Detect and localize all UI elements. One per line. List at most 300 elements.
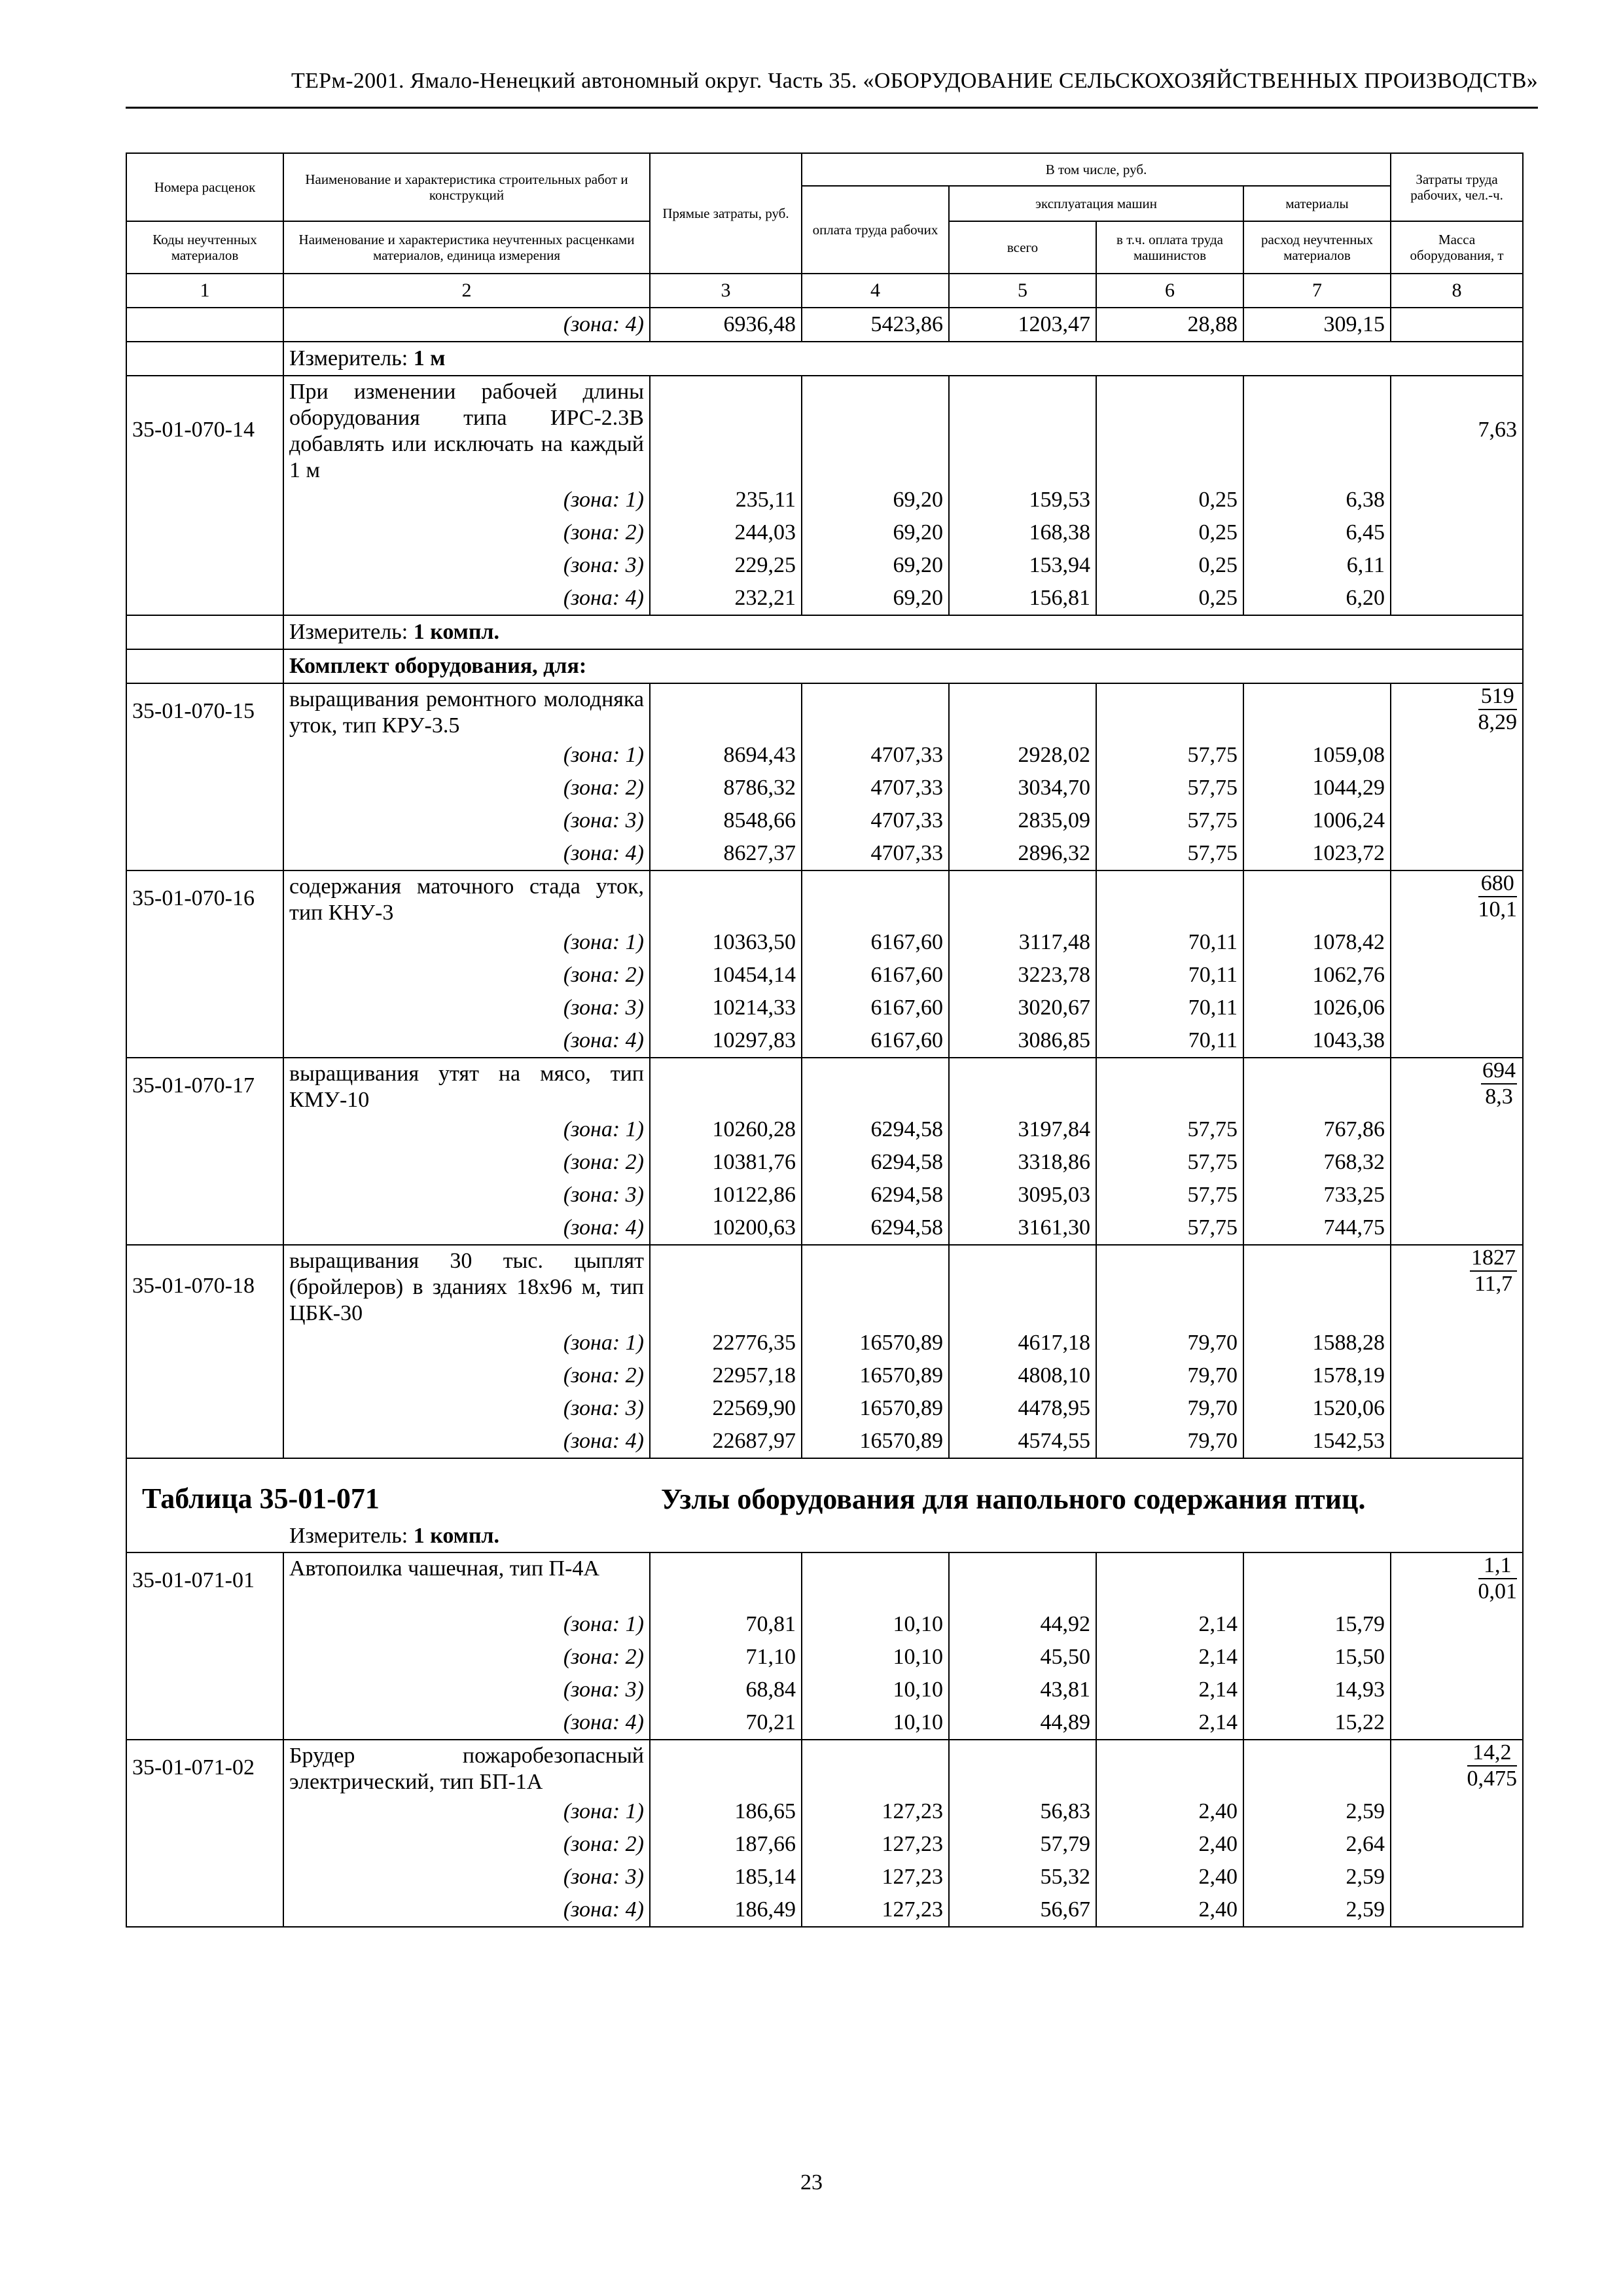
item-row (126, 376, 1523, 484)
value-cell: 6294,58 (802, 1113, 949, 1146)
code-cell (126, 926, 283, 959)
zone-row (126, 739, 1523, 772)
value-cell: 43,81 (949, 1674, 1096, 1706)
col8-cell (1391, 1706, 1523, 1740)
value-cell: 28,88 (1096, 308, 1243, 342)
equipment-mass: 0,475 (1467, 1767, 1518, 1791)
labor-cost: 680 (1478, 871, 1518, 897)
value-cell: 10214,33 (650, 992, 802, 1024)
value-cell: 55,32 (949, 1861, 1096, 1893)
col8-cell (1391, 516, 1523, 549)
col8-cell (1391, 1359, 1523, 1392)
value-cell: 1062,76 (1243, 959, 1391, 992)
labor-cost: 7,63 (1391, 376, 1523, 484)
value-cell: 2,40 (1096, 1795, 1243, 1828)
zone-row (126, 1893, 1523, 1927)
zone-label: (зона: 4) (283, 1893, 650, 1927)
code-cell (126, 1893, 283, 1927)
value-cell: 3095,03 (949, 1179, 1096, 1211)
labor-mass-cell (1391, 1552, 1523, 1608)
zone-label: (зона: 4) (283, 582, 650, 615)
zone-label: (зона: 2) (283, 1828, 650, 1861)
column-numbers-row (126, 274, 1523, 308)
value-cell: 2,64 (1243, 1828, 1391, 1861)
zone-row (126, 1024, 1523, 1058)
col8-cell (1391, 739, 1523, 772)
value-cell: 3223,78 (949, 959, 1096, 992)
table-measure (132, 1520, 1517, 1552)
zone-label: (зона: 1) (283, 1608, 650, 1641)
value-cell: 69,20 (802, 582, 949, 615)
zone-label: (зона: 3) (283, 1861, 650, 1893)
value-cell: 3318,86 (949, 1146, 1096, 1179)
rate-code: 35-01-070-17 (126, 1058, 283, 1113)
value-cell: 70,21 (650, 1706, 802, 1740)
value-cell: 10454,14 (650, 959, 802, 992)
code-cell (126, 516, 283, 549)
empty-cell (949, 376, 1096, 484)
zone-label: (зона: 1) (283, 739, 650, 772)
rate-description: При изменении рабочей длины оборудования типа ИРС-2.3В добавлять или исключать на каждый 1 м (283, 376, 650, 484)
labor-mass-cell (1391, 683, 1523, 739)
empty-cell (802, 1245, 949, 1327)
empty-cell (949, 683, 1096, 739)
col8-cell (1391, 772, 1523, 804)
col6-header: в т.ч. оплата труда машинистов (1096, 221, 1243, 274)
value-cell: 127,23 (802, 1893, 949, 1927)
labor-cost: 1827 (1470, 1246, 1517, 1272)
code-cell (126, 1113, 283, 1146)
labor-mass-cell (1391, 1740, 1523, 1795)
col2-header-top: Наименование и характеристика строительных работ и конструкций (283, 153, 650, 221)
value-cell: 3086,85 (949, 1024, 1096, 1058)
zone-label: (зона: 4) (283, 308, 650, 342)
labor-mass-fraction (1467, 1740, 1518, 1791)
labor-mass-fraction (1478, 871, 1518, 922)
empty-cell (1243, 1058, 1391, 1113)
empty-cell (949, 1058, 1096, 1113)
measure-value: 1 м (413, 346, 446, 370)
zone-row (126, 837, 1523, 870)
col8-cell (1391, 1641, 1523, 1674)
value-cell: 70,11 (1096, 959, 1243, 992)
code-cell (126, 772, 283, 804)
zone-label: (зона: 1) (283, 1113, 650, 1146)
zone-row (126, 1146, 1523, 1179)
zone-label: (зона: 3) (283, 992, 650, 1024)
value-cell: 153,94 (949, 549, 1096, 582)
value-cell: 2928,02 (949, 739, 1096, 772)
value-cell: 3117,48 (949, 926, 1096, 959)
materials-header: материалы (1243, 186, 1391, 221)
value-cell: 1023,72 (1243, 837, 1391, 870)
value-cell: 2,14 (1096, 1674, 1243, 1706)
empty-cell (949, 1552, 1096, 1608)
value-cell: 6294,58 (802, 1179, 949, 1211)
code-cell (126, 1146, 283, 1179)
item-row (126, 1740, 1523, 1795)
zone-label: (зона: 2) (283, 516, 650, 549)
empty-cell (650, 1058, 802, 1113)
value-cell: 2835,09 (949, 804, 1096, 837)
code-cell (126, 615, 283, 649)
value-cell: 6,38 (1243, 484, 1391, 516)
equipment-mass: 11,7 (1474, 1272, 1513, 1296)
zone-label: (зона: 1) (283, 926, 650, 959)
value-cell: 79,70 (1096, 1425, 1243, 1458)
value-cell: 57,75 (1096, 837, 1243, 870)
empty-cell (1096, 1058, 1243, 1113)
value-cell: 15,79 (1243, 1608, 1391, 1641)
empty-cell (650, 376, 802, 484)
rate-description: Брудер пожаробезопасный электрический, тип БП-1А (283, 1740, 650, 1795)
item-row (126, 1058, 1523, 1113)
col8-cell (1391, 1425, 1523, 1458)
zone-label: (зона: 2) (283, 1359, 650, 1392)
empty-cell (1243, 1552, 1391, 1608)
value-cell: 79,70 (1096, 1327, 1243, 1359)
zone-label: (зона: 3) (283, 1179, 650, 1211)
zone-label: (зона: 3) (283, 1392, 650, 1425)
empty-cell (1243, 376, 1391, 484)
empty-cell (802, 870, 949, 926)
empty-cell (802, 683, 949, 739)
value-cell: 16570,89 (802, 1327, 949, 1359)
zone-row (126, 1211, 1523, 1245)
empty-cell (949, 1245, 1096, 1327)
value-cell: 10,10 (802, 1608, 949, 1641)
value-cell: 0,25 (1096, 549, 1243, 582)
value-cell: 70,11 (1096, 926, 1243, 959)
page-number: 23 (800, 2170, 823, 2195)
value-cell: 127,23 (802, 1795, 949, 1828)
value-cell: 16570,89 (802, 1392, 949, 1425)
col8-cell (1391, 484, 1523, 516)
value-cell: 1006,24 (1243, 804, 1391, 837)
value-cell: 1520,06 (1243, 1392, 1391, 1425)
value-cell: 186,49 (650, 1893, 802, 1927)
value-cell: 2896,32 (949, 837, 1096, 870)
col8-cell (1391, 1113, 1523, 1146)
col8-header-top: Затраты труда рабочих, чел.-ч. (1391, 153, 1523, 221)
empty-cell (949, 870, 1096, 926)
zone-row (126, 1706, 1523, 1740)
empty-cell (802, 1058, 949, 1113)
value-cell: 10200,63 (650, 1211, 802, 1245)
value-cell: 185,14 (650, 1861, 802, 1893)
value-cell: 4707,33 (802, 739, 949, 772)
value-cell: 6294,58 (802, 1146, 949, 1179)
col8-header-bottom: Масса оборудования, т (1391, 221, 1523, 274)
value-cell: 733,25 (1243, 1179, 1391, 1211)
item-row (126, 1245, 1523, 1327)
measure-prefix: Измеритель: (289, 620, 414, 644)
value-cell: 3197,84 (949, 1113, 1096, 1146)
column-number: 8 (1391, 274, 1523, 308)
table-code: Таблица 35-01-071 (142, 1482, 380, 1515)
empty-cell (650, 683, 802, 739)
col1-header-top: Номера расценок (126, 153, 283, 221)
equipment-mass: 0,01 (1478, 1579, 1518, 1604)
value-cell: 57,75 (1096, 1179, 1243, 1211)
zone-label: (зона: 3) (283, 1674, 650, 1706)
zone-label: (зона: 1) (283, 484, 650, 516)
value-cell: 1578,19 (1243, 1359, 1391, 1392)
equipment-mass: 8,29 (1478, 710, 1518, 734)
zone-row (126, 1795, 1523, 1828)
value-cell: 8548,66 (650, 804, 802, 837)
value-cell: 232,21 (650, 582, 802, 615)
labor-mass-cell (1391, 1058, 1523, 1113)
code-cell (126, 1608, 283, 1641)
value-cell: 744,75 (1243, 1211, 1391, 1245)
value-cell: 767,86 (1243, 1113, 1391, 1146)
value-cell: 2,14 (1096, 1706, 1243, 1740)
value-cell: 4574,55 (949, 1425, 1096, 1458)
col8-cell (1391, 992, 1523, 1024)
zone-row (126, 484, 1523, 516)
value-cell: 6,20 (1243, 582, 1391, 615)
column-number: 3 (650, 274, 802, 308)
labor-cost: 694 (1481, 1058, 1517, 1085)
item-row (126, 1552, 1523, 1608)
measure-value: 1 компл. (413, 620, 500, 644)
value-cell: 57,75 (1096, 772, 1243, 804)
measure-label (283, 342, 1523, 376)
col8-cell (1391, 1146, 1523, 1179)
value-cell: 15,22 (1243, 1706, 1391, 1740)
machines-header: эксплуатация машин (949, 186, 1243, 221)
value-cell: 10122,86 (650, 1179, 802, 1211)
code-cell (126, 342, 283, 376)
code-cell (126, 1024, 283, 1058)
group-header: В том числе, руб. (802, 153, 1391, 186)
value-cell: 4617,18 (949, 1327, 1096, 1359)
labor-cost: 519 (1478, 684, 1518, 710)
measure-prefix: Измеритель: (289, 1524, 414, 1548)
value-cell: 22687,97 (650, 1425, 802, 1458)
code-cell (126, 308, 283, 342)
code-cell (126, 1211, 283, 1245)
value-cell: 16570,89 (802, 1425, 949, 1458)
value-cell: 22569,90 (650, 1392, 802, 1425)
value-cell: 235,11 (650, 484, 802, 516)
value-cell: 44,89 (949, 1706, 1096, 1740)
value-cell: 56,83 (949, 1795, 1096, 1828)
col8-cell (1391, 1327, 1523, 1359)
zone-row (126, 1608, 1523, 1641)
col8-cell (1391, 1179, 1523, 1211)
code-cell (126, 1861, 283, 1893)
empty-cell (802, 1740, 949, 1795)
rate-description: выращивания ремонтного молодняка уток, тип КРУ-3.5 (283, 683, 650, 739)
col8-cell (1391, 1861, 1523, 1893)
empty-cell (1096, 683, 1243, 739)
value-cell: 2,59 (1243, 1861, 1391, 1893)
zone-row (126, 1828, 1523, 1861)
value-cell: 22957,18 (650, 1359, 802, 1392)
value-cell: 1044,29 (1243, 772, 1391, 804)
zone-row (126, 549, 1523, 582)
labor-mass-cell (1391, 870, 1523, 926)
empty-cell (802, 376, 949, 484)
code-cell (126, 739, 283, 772)
measure-value: 1 компл. (413, 1524, 500, 1548)
rate-description: Автопоилка чашечная, тип П-4А (283, 1552, 650, 1608)
zone-row (126, 582, 1523, 615)
col8-cell (1391, 1392, 1523, 1425)
code-cell (126, 1641, 283, 1674)
value-cell: 0,25 (1096, 484, 1243, 516)
zone-row (126, 1861, 1523, 1893)
value-cell: 6167,60 (802, 992, 949, 1024)
rate-code: 35-01-070-14 (126, 376, 283, 484)
labor-cost: 1,1 (1478, 1553, 1518, 1579)
value-cell: 4707,33 (802, 804, 949, 837)
empty-cell (650, 1740, 802, 1795)
code-cell (126, 549, 283, 582)
value-cell: 45,50 (949, 1641, 1096, 1674)
value-cell: 8627,37 (650, 837, 802, 870)
labor-cost: 14,2 (1467, 1740, 1518, 1767)
value-cell: 71,10 (650, 1641, 802, 1674)
value-cell: 69,20 (802, 549, 949, 582)
zone-label: (зона: 2) (283, 772, 650, 804)
zone-label: (зона: 4) (283, 1211, 650, 1245)
value-cell: 6,45 (1243, 516, 1391, 549)
column-number: 6 (1096, 274, 1243, 308)
zone-row (126, 1425, 1523, 1458)
zone-row (126, 992, 1523, 1024)
measure-row (126, 342, 1523, 376)
zone-label: (зона: 4) (283, 1425, 650, 1458)
code-cell (126, 1795, 283, 1828)
zone-label: (зона: 2) (283, 1641, 650, 1674)
equipment-mass: 8,3 (1485, 1085, 1513, 1109)
value-cell: 10,10 (802, 1706, 949, 1740)
value-cell: 768,32 (1243, 1146, 1391, 1179)
column-number: 4 (802, 274, 949, 308)
zone-label: (зона: 1) (283, 1795, 650, 1828)
zone-row (126, 1179, 1523, 1211)
value-cell: 57,75 (1096, 1113, 1243, 1146)
code-cell (126, 959, 283, 992)
zone-row (126, 772, 1523, 804)
zone-row (126, 959, 1523, 992)
value-cell: 6167,60 (802, 1024, 949, 1058)
value-cell: 8694,43 (650, 739, 802, 772)
code-cell (126, 1327, 283, 1359)
code-cell (126, 1706, 283, 1740)
value-cell: 44,92 (949, 1608, 1096, 1641)
value-cell: 22776,35 (650, 1327, 802, 1359)
rate-code: 35-01-070-18 (126, 1245, 283, 1327)
empty-cell (1243, 1245, 1391, 1327)
zone-label: (зона: 2) (283, 1146, 650, 1179)
rate-description: выращивания 30 тыс. цыплят (бройлеров) в зданиях 18х96 м, тип ЦБК-30 (283, 1245, 650, 1327)
empty-cell (1096, 1245, 1243, 1327)
labor-mass-fraction (1470, 1246, 1517, 1297)
value-cell: 14,93 (1243, 1674, 1391, 1706)
value-cell: 4707,33 (802, 772, 949, 804)
zone-row (126, 1327, 1523, 1359)
col8-cell (1391, 1024, 1523, 1058)
value-cell: 56,67 (949, 1893, 1096, 1927)
value-cell: 0,25 (1096, 582, 1243, 615)
col8-cell (1391, 582, 1523, 615)
col8-cell (1391, 1893, 1523, 1927)
empty-cell (1096, 870, 1243, 926)
value-cell: 229,25 (650, 549, 802, 582)
value-cell: 3020,67 (949, 992, 1096, 1024)
zone-label: (зона: 3) (283, 804, 650, 837)
rate-description: содержания маточного стада уток, тип КНУ-3 (283, 870, 650, 926)
value-cell: 79,70 (1096, 1392, 1243, 1425)
value-cell: 1078,42 (1243, 926, 1391, 959)
value-cell: 1588,28 (1243, 1327, 1391, 1359)
labor-mass-fraction (1478, 1553, 1518, 1604)
code-cell (126, 1425, 283, 1458)
value-cell: 79,70 (1096, 1359, 1243, 1392)
value-cell: 2,14 (1096, 1641, 1243, 1674)
labor-mass-fraction (1478, 684, 1518, 735)
value-cell: 6167,60 (802, 959, 949, 992)
value-cell: 68,84 (650, 1674, 802, 1706)
column-number: 7 (1243, 274, 1391, 308)
zone-label: (зона: 2) (283, 959, 650, 992)
empty-cell (1096, 1552, 1243, 1608)
value-cell: 187,66 (650, 1828, 802, 1861)
empty-cell (1243, 870, 1391, 926)
col3-header: Прямые затраты, руб. (650, 153, 802, 274)
value-cell: 69,20 (802, 484, 949, 516)
labor-mass-cell (1391, 1245, 1523, 1327)
value-cell: 10260,28 (650, 1113, 802, 1146)
empty-cell (802, 1552, 949, 1608)
running-header: ТЕРм-2001. Ямало-Ненецкий автономный округ. Часть 35. «ОБОРУДОВАНИЕ СЕЛЬСКОХОЗЯЙСТВЕННЫХ ПРОИЗВОДСТВ» (126, 69, 1538, 109)
value-cell: 10363,50 (650, 926, 802, 959)
col8-cell (1391, 1795, 1523, 1828)
value-cell: 8786,32 (650, 772, 802, 804)
value-cell: 4478,95 (949, 1392, 1096, 1425)
empty-cell (1096, 376, 1243, 484)
code-cell (126, 1674, 283, 1706)
code-cell (126, 1179, 283, 1211)
zone-label: (зона: 3) (283, 549, 650, 582)
value-cell: 2,14 (1096, 1608, 1243, 1641)
value-cell: 6294,58 (802, 1211, 949, 1245)
col5-header: всего (949, 221, 1096, 274)
value-cell: 0,25 (1096, 516, 1243, 549)
zone-label: (зона: 4) (283, 1024, 650, 1058)
value-cell: 57,75 (1096, 739, 1243, 772)
value-cell: 10,10 (802, 1674, 949, 1706)
value-cell: 4707,33 (802, 837, 949, 870)
value-cell: 186,65 (650, 1795, 802, 1828)
zone-row (126, 926, 1523, 959)
col1-header-bottom: Коды неучтенных материалов (126, 221, 283, 274)
value-cell: 168,38 (949, 516, 1096, 549)
rate-code: 35-01-070-16 (126, 870, 283, 926)
value-cell: 2,59 (1243, 1795, 1391, 1828)
measure-label (283, 615, 1523, 649)
value-cell: 1542,53 (1243, 1425, 1391, 1458)
col8-cell (1391, 837, 1523, 870)
empty-cell (949, 1740, 1096, 1795)
col8-cell (1391, 1211, 1523, 1245)
value-cell: 57,75 (1096, 1146, 1243, 1179)
item-row (126, 683, 1523, 739)
